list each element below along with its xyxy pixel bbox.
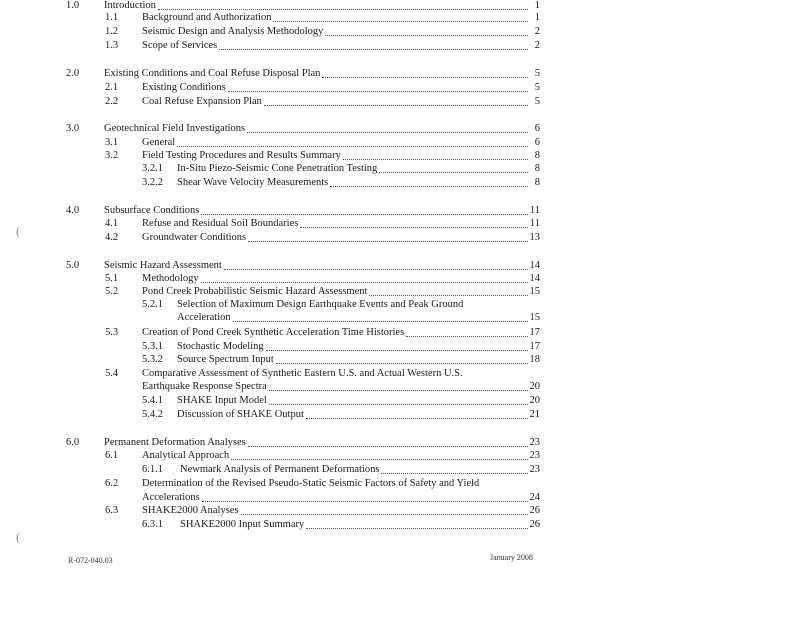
toc-number: 4.1: [105, 218, 119, 229]
toc-entry: [105, 12, 540, 24]
toc-number: 3.2.1: [142, 163, 163, 174]
toc-entry: [66, 0, 540, 12]
toc-entry: [142, 177, 540, 189]
dot-leader: [406, 336, 527, 337]
dot-leader: [325, 35, 528, 36]
toc-entry: [142, 492, 540, 504]
dot-leader: [224, 269, 528, 270]
toc-page-number: 23: [529, 437, 540, 448]
toc-title: Determination of the Revised Pseudo-Static Seismic Factors of Safety and Yield: [142, 478, 480, 489]
toc-entry: [142, 341, 540, 353]
toc-number: 5.3: [105, 327, 119, 338]
toc-page-number: 6: [534, 137, 540, 148]
toc-number: 5.3.1: [142, 341, 163, 352]
toc-page-number: 1: [534, 12, 540, 23]
toc-page-number: 2: [534, 40, 540, 51]
toc-number: 1.2: [105, 26, 119, 37]
dot-leader: [202, 501, 528, 502]
toc-entry: [177, 312, 540, 324]
dot-leader: [241, 514, 528, 515]
dot-leader: [306, 528, 527, 529]
toc-title: Background and Authorization: [142, 12, 272, 23]
toc-entry: [105, 40, 540, 52]
toc-number: 3.2: [105, 150, 119, 161]
toc-entry: [105, 273, 540, 285]
toc-page-number: 14: [529, 273, 540, 284]
toc-title: Introduction: [104, 0, 156, 11]
toc-title: SHAKE2000 Analyses: [142, 505, 239, 516]
dot-leader: [231, 459, 527, 460]
toc-entry: [142, 395, 540, 407]
toc-entry: [105, 26, 540, 38]
dot-leader: [322, 77, 528, 78]
toc-number: 2.1: [105, 82, 119, 93]
toc-number: 6.0: [66, 437, 80, 448]
toc-title: Analytical Approach: [142, 450, 230, 461]
toc-number: 5.4.1: [142, 395, 163, 406]
toc-title: Refuse and Residual Soil Boundaries: [142, 218, 299, 229]
toc-page-number: 17: [529, 341, 540, 352]
toc-page-number: 5: [534, 82, 540, 93]
toc-entry: [142, 381, 540, 393]
footer-document-number: R-072-040.03: [68, 556, 113, 565]
toc-number: 6.3.1: [142, 519, 163, 530]
dot-leader: [158, 9, 528, 10]
toc-number: 6.1.1: [142, 464, 163, 475]
dot-leader: [276, 363, 528, 364]
toc-page-number: 1: [534, 0, 540, 11]
toc-number: 2.0: [66, 68, 80, 79]
toc-number: 6.1: [105, 450, 119, 461]
toc-title: Pond Creek Probabilistic Seismic Hazard Assessment: [142, 286, 368, 297]
dot-leader: [369, 295, 527, 296]
toc-page-number: 13: [529, 232, 540, 243]
footer-date: January 2008: [490, 553, 533, 562]
toc-number: 5.1: [105, 273, 119, 284]
toc-entry: [142, 464, 540, 476]
toc-entry-first-line: [105, 478, 479, 490]
toc-page-number: 26: [529, 505, 540, 516]
toc-title: Seismic Design and Analysis Methodology: [142, 26, 324, 37]
toc-entry: [142, 354, 540, 366]
toc-entry-first-line: [142, 299, 463, 311]
toc-number: 1.0: [66, 0, 80, 11]
toc-page-number: 8: [534, 150, 540, 161]
toc-page-number: 5: [534, 68, 540, 79]
dot-leader: [273, 21, 528, 22]
toc-number: 4.0: [66, 205, 80, 216]
toc-entry: [66, 123, 540, 135]
dot-leader: [300, 227, 528, 228]
dot-leader: [269, 390, 528, 391]
toc-number: 3.2.2: [142, 177, 163, 188]
toc-title: Field Testing Procedures and Results Summary: [142, 150, 341, 161]
toc-number: 3.1: [105, 137, 119, 148]
dot-leader: [248, 241, 527, 242]
toc-title: Methodology: [142, 273, 199, 284]
toc-page-number: 11: [529, 218, 540, 229]
toc-entry-first-line: [105, 368, 463, 380]
dot-leader: [264, 105, 528, 106]
toc-number: 6.2: [105, 478, 119, 489]
toc-page-number: 20: [529, 395, 540, 406]
toc-entry: [105, 286, 540, 298]
dot-leader: [201, 282, 528, 283]
toc-title: Existing Conditions: [142, 82, 226, 93]
toc-page-number: 8: [534, 163, 540, 174]
toc-title: Discussion of SHAKE Output: [177, 409, 304, 420]
toc-page-number: 6: [534, 123, 540, 134]
toc-entry: [66, 260, 540, 272]
toc-number: 5.3.2: [142, 354, 163, 365]
toc-title: Geotechnical Field Investigations: [104, 123, 246, 134]
binder-hole-mark: (: [16, 530, 20, 544]
toc-number: 2.2: [105, 96, 119, 107]
toc-entry: [142, 409, 540, 421]
toc-title: Scope of Services: [142, 40, 218, 51]
toc-page-number: 15: [529, 312, 540, 323]
toc-number: 6.3: [105, 505, 119, 516]
toc-page-number: 2: [534, 26, 540, 37]
dot-leader: [219, 49, 528, 50]
toc-page-number: 14: [529, 260, 540, 271]
toc-entry: [105, 232, 540, 244]
toc-title-continued: Earthquake Response Spectra: [142, 381, 267, 392]
dot-leader: [266, 350, 528, 351]
toc-title: Stochastic Modeling: [177, 341, 264, 352]
dot-leader: [247, 132, 528, 133]
toc-page-number: 18: [529, 354, 540, 365]
toc-entry: [105, 327, 540, 339]
toc-number: 5.2: [105, 286, 119, 297]
toc-title: Seismic Hazard Assessment: [104, 260, 222, 271]
dot-leader: [343, 159, 528, 160]
toc-title: Coal Refuse Expansion Plan: [142, 96, 262, 107]
toc-title: Permanent Deformation Analyses: [104, 437, 246, 448]
toc-entry: [66, 437, 540, 449]
toc-entry: [105, 137, 540, 149]
binder-hole-mark: (: [16, 224, 20, 238]
toc-entry: [105, 218, 540, 230]
toc-page-number: 23: [529, 450, 540, 461]
dot-leader: [269, 404, 528, 405]
dot-leader: [330, 186, 528, 187]
toc-number: 1.3: [105, 40, 119, 51]
toc-entry: [142, 163, 540, 175]
toc-page-number: 24: [529, 492, 540, 503]
toc-page-number: 23: [529, 464, 540, 475]
toc-title: Comparative Assessment of Synthetic Eastern U.S. and Actual Western U.S.: [142, 368, 463, 379]
dot-leader: [201, 214, 528, 215]
toc-title: SHAKE2000 Input Summary: [180, 519, 305, 530]
toc-entry: [105, 96, 540, 108]
dot-leader: [381, 473, 527, 474]
toc-entry: [66, 68, 540, 80]
toc-page-number: 11: [529, 205, 540, 216]
toc-title: SHAKE Input Model: [177, 395, 267, 406]
toc-page-number: 20: [529, 381, 540, 392]
toc-entry: [105, 82, 540, 94]
toc-title-continued: Accelerations: [142, 492, 200, 503]
toc-entry: [105, 150, 540, 162]
toc-number: 5.4: [105, 368, 119, 379]
dot-leader: [306, 418, 528, 419]
dot-leader: [248, 446, 528, 447]
toc-title-continued: Acceleration: [177, 312, 231, 323]
toc-number: 5.0: [66, 260, 80, 271]
toc-entry: [105, 450, 540, 462]
dot-leader: [177, 146, 528, 147]
toc-entry: [66, 205, 540, 217]
toc-title: Subsurface Conditions: [104, 205, 200, 216]
toc-title: Selection of Maximum Design Earthquake Events and Peak Ground: [177, 299, 464, 310]
toc-entry: [142, 519, 540, 531]
toc-page-number: 8: [534, 177, 540, 188]
toc-number: 5.2.1: [142, 299, 163, 310]
toc-title: Newmark Analysis of Permanent Deformations: [180, 464, 380, 475]
toc-title: Groundwater Conditions: [142, 232, 247, 243]
dot-leader: [379, 172, 528, 173]
toc-page-number: 17: [529, 327, 540, 338]
toc-number: 4.2: [105, 232, 119, 243]
toc-title: Source Spectrum Input: [177, 354, 274, 365]
toc-title: Existing Conditions and Coal Refuse Disposal Plan: [104, 68, 321, 79]
toc-title: General: [142, 137, 176, 148]
dot-leader: [233, 321, 528, 322]
toc-page-number: 15: [529, 286, 540, 297]
toc-number: 5.4.2: [142, 409, 163, 420]
toc-entry: [105, 505, 540, 517]
toc-title: In-Situ Piezo-Seismic Cone Penetration Testing: [177, 163, 378, 174]
toc-number: 3.0: [66, 123, 80, 134]
toc-page-number: 5: [534, 96, 540, 107]
toc-page-number: 26: [529, 519, 540, 530]
toc-title: Creation of Pond Creek Synthetic Acceleration Time Histories: [142, 327, 405, 338]
toc-title: Shear Wave Velocity Measurements: [177, 177, 329, 188]
toc-number: 1.1: [105, 12, 119, 23]
dot-leader: [228, 91, 528, 92]
toc-page-number: 21: [529, 409, 540, 420]
